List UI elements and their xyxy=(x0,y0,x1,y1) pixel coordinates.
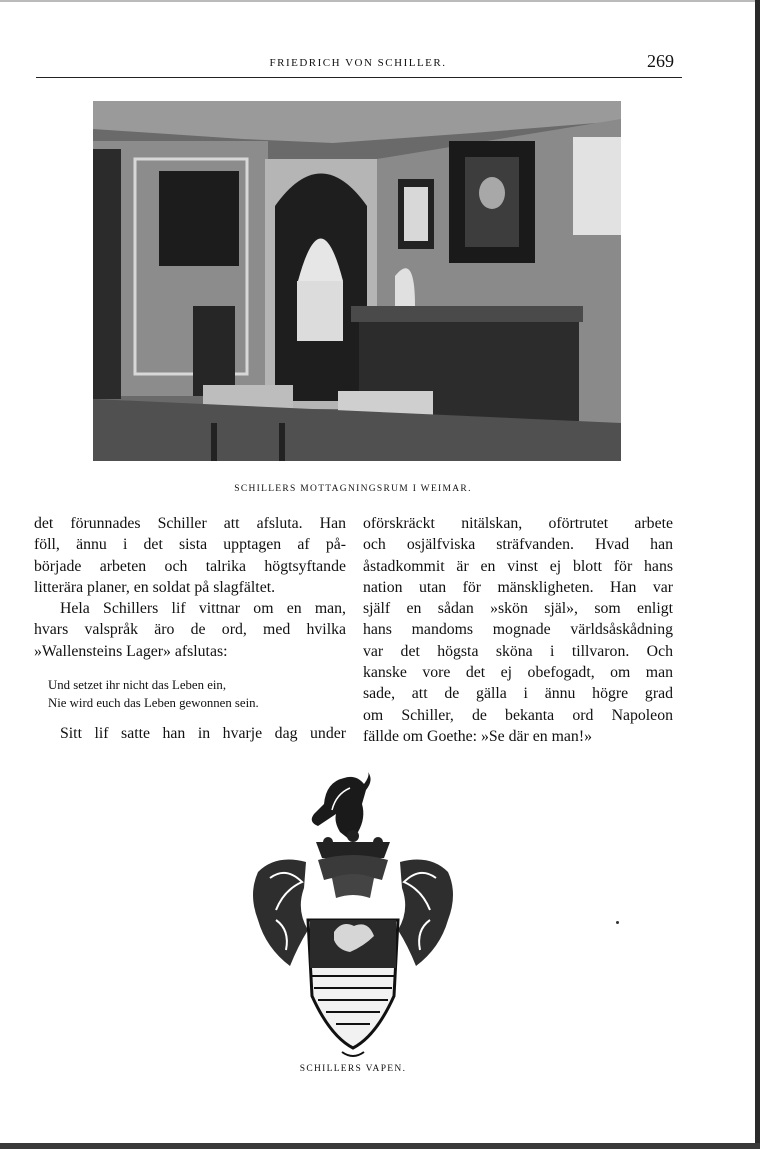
scan-bottom-edge xyxy=(0,1143,760,1149)
right-column-line: kanske vore det ej obefogadt, om man xyxy=(363,664,673,682)
photo-caption: SCHILLERS MOTTAGNINGSRUM I WEIMAR. xyxy=(234,484,472,494)
right-column-line: och osjälfviska sträfvanden. Hvad han xyxy=(363,536,673,554)
left-paragraph-2-line: »Wallensteins Lager» afslutas: xyxy=(34,642,228,660)
right-column-line: åstadkommit är en vinst ej blott för hans xyxy=(363,557,673,575)
header-rule xyxy=(36,77,682,78)
right-column-line: hans mandoms mognade världsåskådning xyxy=(363,621,673,639)
left-paragraph-2-line: Hela Schillers lif vittnar om en man, xyxy=(60,600,346,618)
right-column-line: nation utan för mänskligheten. Han var xyxy=(363,578,673,596)
reception-room-photo xyxy=(93,101,621,461)
right-column-line: var det högsta sköna i tillvaron. Och xyxy=(363,642,673,660)
left-paragraph-3-line: Sitt lif satte han in hvarje dag under xyxy=(60,725,346,743)
scan-top-edge xyxy=(0,0,760,2)
right-column-line: om Schiller, de bekanta ord Napoleon xyxy=(363,706,673,724)
scan-right-edge xyxy=(755,0,760,1149)
right-column-line: själf en sådan »skön själ», som enligt xyxy=(363,600,673,618)
verse-line: Und setzet ihr nicht das Leben ein, xyxy=(48,678,227,693)
running-head xyxy=(36,51,680,75)
running-title: FRIEDRICH VON SCHILLER. xyxy=(269,57,447,69)
coat-of-arms-illustration xyxy=(246,770,460,1058)
print-speck xyxy=(616,921,619,924)
right-column-line: sade, att de gälla i ännu högre grad xyxy=(363,685,673,703)
verse-line: Nie wird euch das Leben gewonnen sein. xyxy=(48,696,259,711)
left-paragraph-2-line: hvars valspråk äro de ord, med hvilka xyxy=(34,621,346,639)
crest-caption: SCHILLERS VAPEN. xyxy=(299,1064,407,1074)
left-column xyxy=(34,513,346,744)
page-number: 269 xyxy=(647,51,674,71)
verse-quote xyxy=(48,676,346,712)
left-paragraph-1-line: började arbeten och talrika högtsyftande xyxy=(34,557,346,575)
right-column-line: fällde om Goethe: »Se där en man!» xyxy=(363,727,592,745)
right-column xyxy=(363,513,673,747)
left-paragraph-1-line: det förunnades Schiller att afsluta. Han xyxy=(34,515,346,532)
right-column-line: oförskräckt nitälskan, oförtrutet arbete xyxy=(363,515,673,532)
left-paragraph-1-line: litterära planer, en soldat på slagfältet. xyxy=(34,578,276,596)
left-paragraph-1-line: föll, ännu i det sista upptagen af på- xyxy=(34,536,346,554)
